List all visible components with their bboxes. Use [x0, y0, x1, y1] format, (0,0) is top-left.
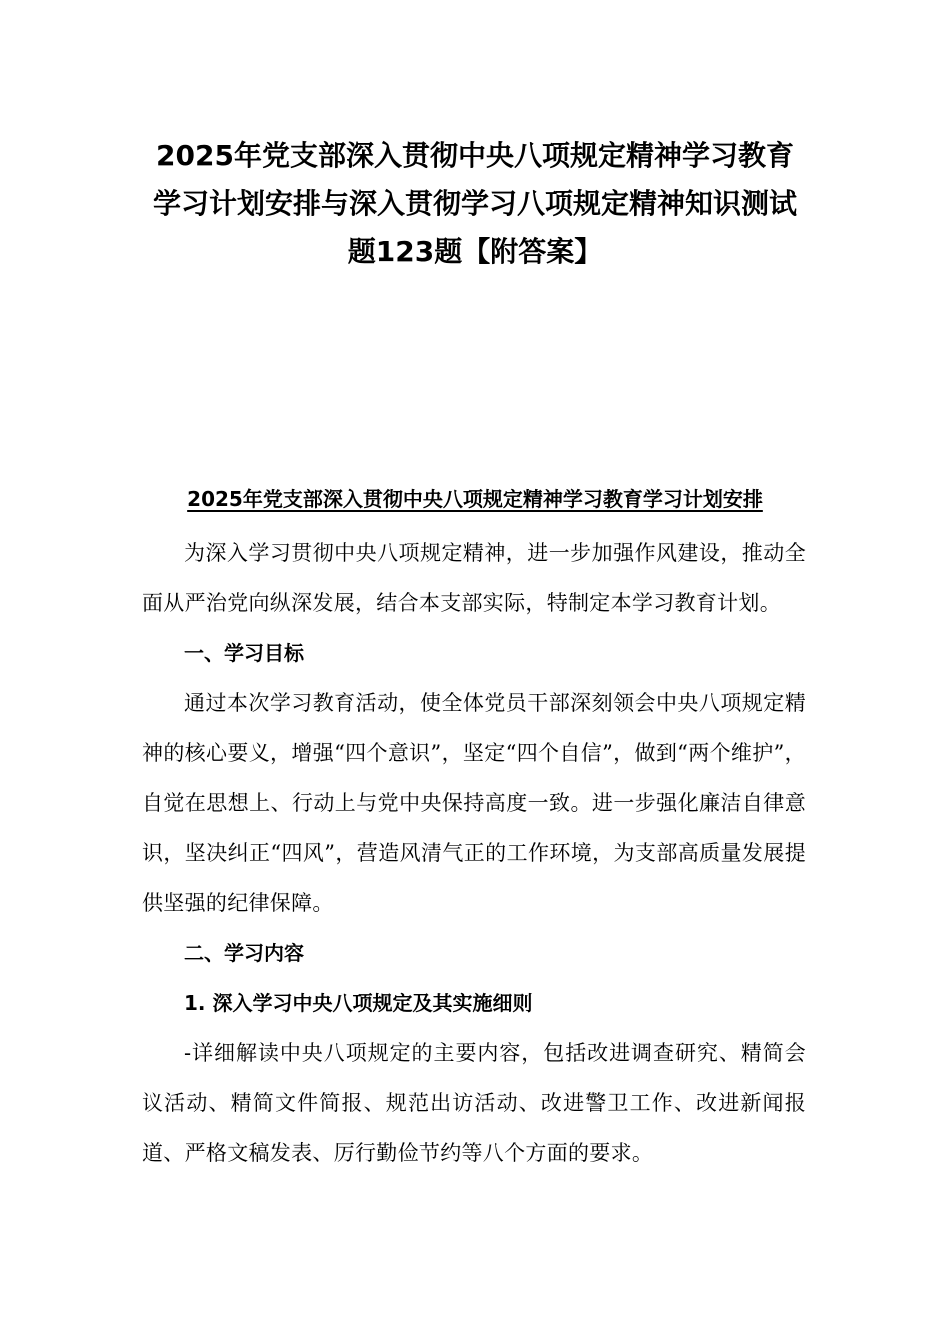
- document-body: [142, 528, 806, 1178]
- intro-paragraph: 为深入学习贯彻中央八项规定精神，进一步加强作风建设，推动全面从严治党向纵深发展，结合本支部实际，特制定本学习教育计划。: [142, 541, 806, 615]
- content-paragraph: -详细解读中央八项规定的主要内容，包括改进调查研究、精简会议活动、精简文件简报、规范出访活动、改进警卫工作、改进新闻报道、严格文稿发表、厉行勤俭节约等八个方面的要求。: [142, 1041, 806, 1165]
- section-title: [100, 484, 850, 514]
- title-line-2: 学习计划安排与深入贯彻学习八项规定精神知识测试: [152, 187, 797, 220]
- document-title: [140, 132, 810, 276]
- title-line-3: 题123题【附答案】: [347, 235, 603, 268]
- goals-paragraph: 通过本次学习教育活动，使全体党员干部深刻领会中央八项规定精神的核心要义，增强“四个意识”，坚定“四个自信”，做到“两个维护”，自觉在思想上、行动上与党中央保持高度一致。进一步强化廉洁自律意识，坚决纠正“四风”，营造风清气正的工作环境，为支部高质量发展提供坚强的纪律保障。: [142, 691, 806, 915]
- subheading-eight-rules: 1. 深入学习中央八项规定及其实施细则: [184, 991, 533, 1015]
- title-line-1: 2025年党支部深入贯彻中央八项规定精神学习教育: [156, 139, 794, 172]
- section-title-text: 2025年党支部深入贯彻中央八项规定精神学习教育学习计划安排: [187, 487, 763, 511]
- heading-learning-goals: 一、学习目标: [184, 641, 304, 665]
- heading-learning-content: 二、学习内容: [184, 941, 304, 965]
